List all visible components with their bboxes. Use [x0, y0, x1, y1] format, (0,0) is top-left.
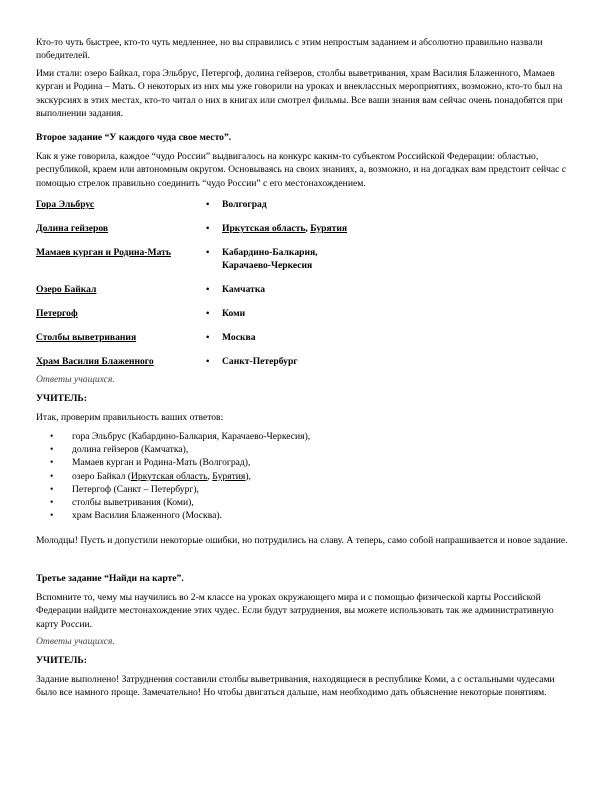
- student-answers-note: Ответы учащихся.: [36, 374, 115, 385]
- separator: ,: [207, 470, 213, 482]
- list-item: • гора Эльбрус (Кабардино-Балкария, Карачаево-Черкесия),: [36, 430, 576, 443]
- list-item: • Петергоф (Санкт – Петербург),: [36, 483, 576, 496]
- closing-paragraph: Задание выполнено! Затруднения составили столбы выветривания, находящиеся в республике Коми, а с остальными чудесами было все намного проще. Замечательно! Но чтобы двигаться дальше, нам необходимо дать объяснение некоторые понятиям.: [36, 674, 555, 699]
- answer-text: ),: [245, 470, 251, 482]
- match-right: [222, 246, 318, 272]
- task2-heading: Второе задание “У каждого чуда свое место”.: [36, 132, 232, 143]
- match-left: Храм Василия Блаженного: [36, 356, 154, 367]
- bullet-icon: •: [206, 223, 210, 234]
- match-right: Камчатка: [222, 284, 266, 295]
- praise-paragraph: Молодцы! Пусть и допустили некоторые ошибки, но потрудились на славу. А теперь, само собой напрашивается и новое задание.: [36, 535, 568, 546]
- teacher-label: УЧИТЕЛЬ:: [36, 393, 87, 404]
- link-irkutsk[interactable]: Иркутская область: [130, 470, 208, 482]
- bullet-icon: •: [206, 247, 210, 258]
- intro-paragraph-2: Ими стали: озеро Байкал, гора Эльбрус, Петергоф, долина гейзеров, столбы выветривания, храм Василия Блаженного, Мамаев курган и Родина – Мать. О некоторых из них мы уже говорили на уроках и внеклассных мероприятиях, возможно, кто-то был на экскурсиях в этих местах, кто-то читал о них в книгах или смотрел фильмы. Все ваши знания вам сейчас очень понадобятся при выполнении задания.: [36, 68, 563, 120]
- match-left: Гора Эльбрус: [36, 199, 95, 210]
- link-buryatia[interactable]: Бурятия: [212, 470, 246, 482]
- list-item: [36, 470, 576, 483]
- bullet-icon: •: [206, 199, 210, 210]
- task3-instructions: Вспомните то, чему мы научились во 2-м классе на уроках окружающего мира и с помощью физической карты Российской Федерации найдите местонахождение этих чудес. Если будут затруднения, вы можете использовать так же административную карту России.: [36, 592, 554, 630]
- link-buryatia[interactable]: Бурятия: [310, 223, 348, 234]
- match-left: Петергоф: [36, 308, 78, 319]
- match-right-line-2: Карачаево-Черкесия: [222, 260, 313, 271]
- answer-text: озеро Байкал (: [72, 470, 131, 482]
- match-left: Мамаев курган и Родина-Мать: [36, 247, 171, 258]
- match-right: Москва: [222, 332, 256, 343]
- match-left: Озеро Байкал: [36, 284, 97, 295]
- bullet-icon: •: [206, 332, 210, 343]
- match-right-line-1: Кабардино-Балкария,: [222, 247, 318, 258]
- link-irkutsk[interactable]: Иркутская область: [222, 223, 306, 234]
- list-item: • Мамаев курган и Родина-Мать (Волгоград),: [36, 456, 576, 469]
- bullet-icon: •: [206, 284, 210, 295]
- student-answers-note: Ответы учащихся.: [36, 636, 115, 647]
- separator: ,: [305, 223, 311, 234]
- bullet-icon: •: [206, 308, 210, 319]
- task3-heading: Третье задание “Найди на карте”.: [36, 573, 184, 584]
- intro-paragraph-1: Кто-то чуть быстрее, кто-то чуть медленнее, но вы справились с этим непростым заданием и абсолютно правильно назвали победителей.: [36, 37, 543, 62]
- match-left: Долина гейзеров: [36, 223, 109, 234]
- check-intro: Итак, проверим правильность ваших ответов:: [36, 412, 224, 423]
- list-item: • долина гейзеров (Камчатка),: [36, 443, 576, 456]
- match-right: [222, 222, 347, 235]
- list-item: • храм Василия Блаженного (Москва).: [36, 509, 576, 522]
- answers-list: [36, 430, 576, 522]
- match-right: Волгоград: [222, 199, 267, 210]
- list-item: • столбы выветривания (Коми),: [36, 496, 576, 509]
- task2-instructions: Как я уже говорила, каждое “чудо России” выдвигалось на конкурс каким-то субъектом Российской Федерации: областью, республикой, краем или автономным округом. Основываясь на своих знаниях, а, возможно, и на догадках вам предстоит сейчас с помощью стрелок правильно соединить “чудо России” с его местонахождением.: [36, 151, 567, 189]
- bullet-icon: •: [206, 356, 210, 367]
- teacher-label: УЧИТЕЛЬ:: [36, 655, 87, 666]
- match-right: Коми: [222, 308, 246, 319]
- match-right: Санкт-Петербург: [222, 356, 298, 367]
- match-left: Столбы выветривания: [36, 332, 137, 343]
